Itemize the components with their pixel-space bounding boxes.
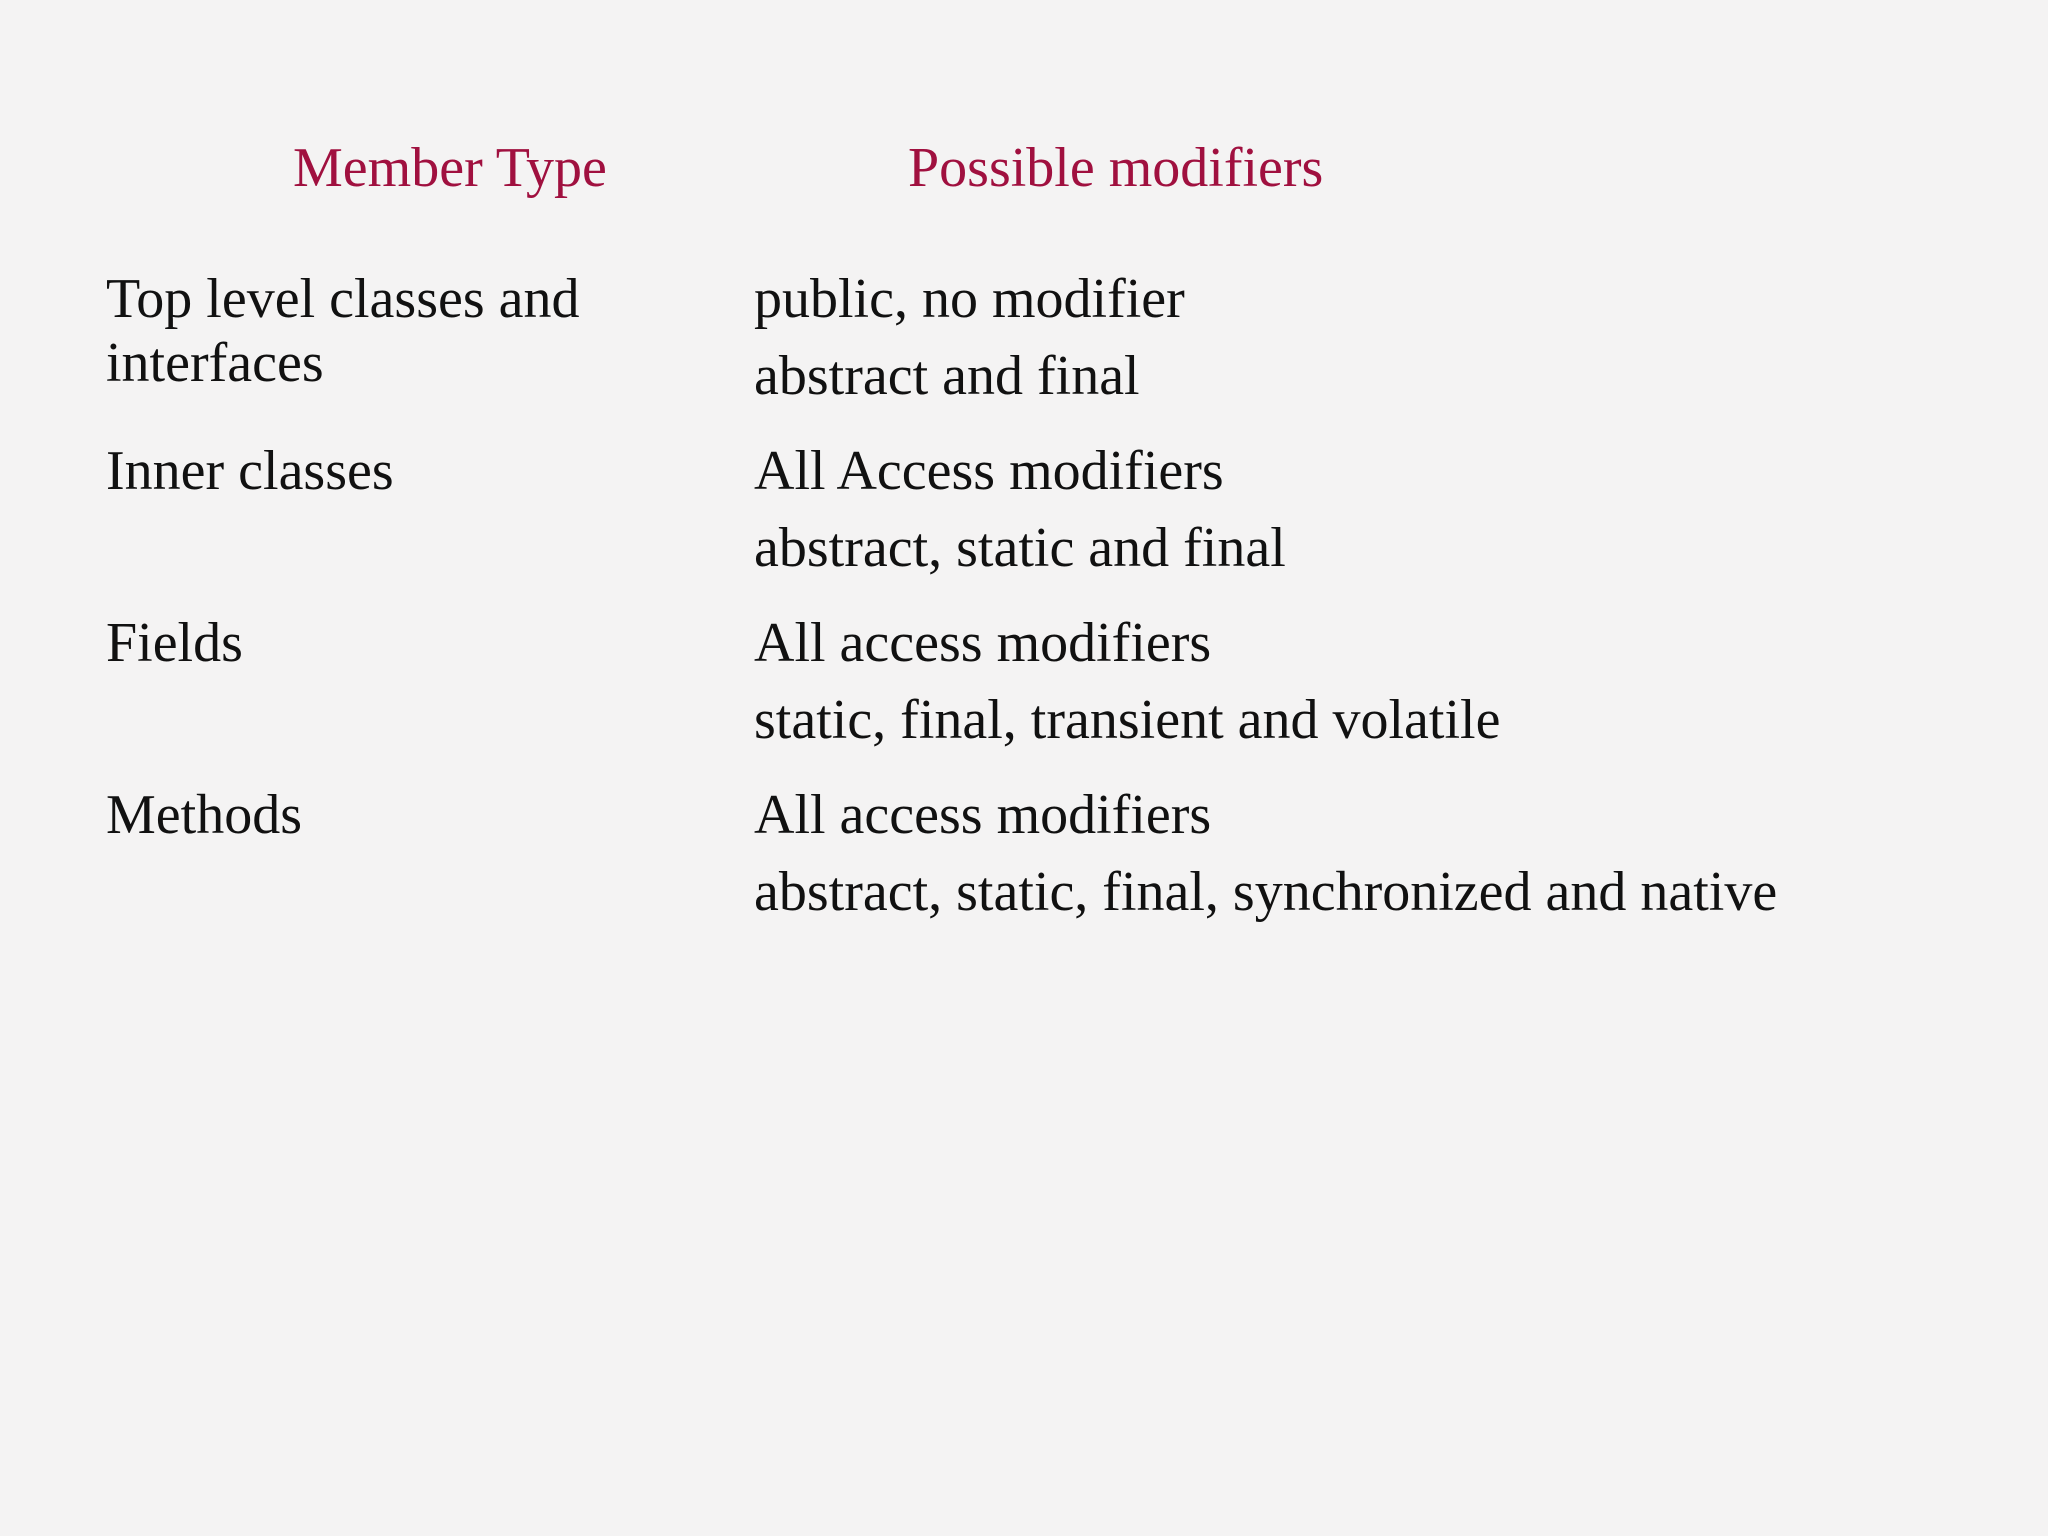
modifier-line: public, no modifier (754, 268, 1185, 330)
modifier-line: abstract and final (754, 345, 1140, 407)
modifier-line: static, final, transient and volatile (754, 689, 1501, 751)
modifier-line: All access modifiers (754, 612, 1212, 674)
header-possible-modifiers: Possible modifiers (908, 137, 1324, 199)
modifier-line: All access modifiers (754, 784, 1212, 846)
member-top-level-classes: Top level classes and interfaces (106, 268, 580, 394)
member-fields: Fields (106, 612, 243, 674)
modifier-line: All Access modifiers (754, 440, 1224, 502)
header-member-type: Member Type (293, 137, 607, 199)
member-methods: Methods (106, 784, 302, 846)
modifier-line: abstract, static, final, synchronized and native (754, 861, 1778, 923)
modifier-line: abstract, static and final (754, 517, 1286, 579)
member-inner-classes: Inner classes (106, 440, 394, 502)
